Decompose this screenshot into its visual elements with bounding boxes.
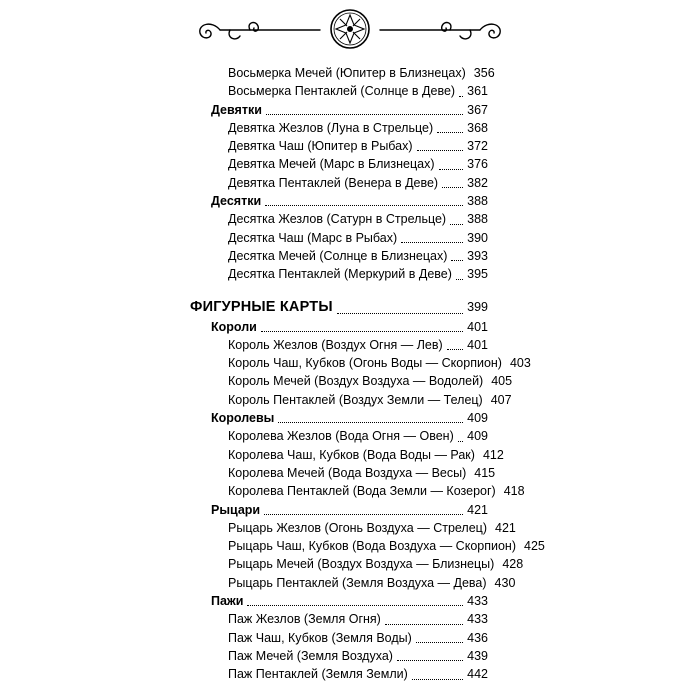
toc-entry[interactable]: [211, 537, 545, 555]
toc-entry-title: Король Пентаклей (Воздух Земли — Телец): [228, 392, 483, 407]
toc-entry[interactable]: [211, 247, 488, 265]
toc-entry-title: Девятка Мечей (Марс в Близнецах): [228, 157, 435, 172]
toc-leader: [447, 349, 463, 350]
toc-entry-page: 421: [467, 502, 488, 517]
ornament-medallion: [331, 10, 369, 48]
toc-entry[interactable]: [211, 610, 488, 628]
toc-leader: [458, 441, 463, 442]
toc-entry-page: 376: [467, 157, 488, 172]
toc-group-entry[interactable]: [211, 101, 488, 119]
toc-entry-title: Король Жезлов (Воздух Огня — Лев): [228, 337, 443, 352]
toc-leader: [459, 96, 463, 97]
toc-entry-title: Рыцарь Мечей (Воздух Воздуха — Близнецы): [228, 557, 495, 572]
toc-entry[interactable]: [211, 265, 488, 283]
toc-entry-title: Рыцарь Чаш, Кубков (Вода Воздуха — Скорпион): [228, 539, 516, 554]
toc-entry-title: Королева Жезлов (Вода Огня — Овен): [228, 429, 454, 444]
toc-entry-title: Короли: [211, 319, 257, 334]
toc-entry[interactable]: [211, 464, 496, 482]
toc-entry-page: 436: [467, 630, 488, 645]
toc-entry-title: Король Мечей (Воздух Воздуха — Водолей): [228, 374, 484, 389]
toc-entry[interactable]: [211, 137, 488, 155]
toc-entry-page: 421: [495, 520, 516, 535]
toc-entry-page: 368: [467, 120, 488, 135]
toc-entry[interactable]: [211, 210, 488, 228]
ornament-right-curl: [460, 30, 471, 39]
toc-entry[interactable]: [211, 155, 488, 173]
toc-entry[interactable]: [211, 555, 524, 573]
toc-entry-page: 403: [509, 356, 531, 371]
toc-entry-page: 418: [503, 484, 525, 499]
toc-entry-page: 428: [502, 557, 524, 572]
toc-entry-page: 401: [467, 319, 488, 334]
toc-entry-page: 388: [467, 194, 488, 209]
toc-entry[interactable]: [211, 354, 531, 372]
toc-leader: [278, 422, 463, 423]
toc-section[interactable]: [190, 296, 488, 318]
toc-entry-title: Паж Чаш, Кубков (Земля Воды): [228, 630, 412, 645]
toc-leader: [416, 642, 463, 643]
toc-entry-page: 361: [467, 84, 488, 99]
toc-entry-title: Паж Жезлов (Земля Огня): [228, 612, 381, 627]
toc-entry[interactable]: [211, 427, 488, 445]
toc-leader: [451, 260, 463, 261]
toc-entry-page: 393: [467, 248, 488, 263]
toc-entry-page: 433: [467, 612, 488, 627]
toc-entry-page: 430: [494, 575, 516, 590]
toc-entry-page: 401: [467, 337, 488, 352]
toc-entry[interactable]: [211, 82, 488, 100]
toc-leader: [397, 660, 463, 661]
toc-leader: [439, 169, 464, 170]
toc-group-entry[interactable]: [211, 592, 488, 610]
toc-entry-title: Восьмерка Пентаклей (Солнце в Деве): [228, 84, 456, 99]
toc-leader: [337, 313, 463, 314]
toc-entry-page: 412: [482, 447, 504, 462]
toc-leader: [450, 224, 463, 225]
toc-entry-title: Пажи: [211, 594, 244, 609]
toc-entry-page: 367: [467, 102, 488, 117]
toc-entry[interactable]: [211, 629, 488, 647]
toc-group-entry[interactable]: [211, 501, 488, 519]
toc-entry-page: 382: [467, 175, 488, 190]
toc-entry-page: 395: [467, 267, 488, 282]
toc-leader: [417, 150, 464, 151]
toc-section-title: ФИГУРНЫЕ КАРТЫ: [190, 298, 333, 315]
toc-leader: [261, 331, 463, 332]
toc-leader: [385, 624, 463, 625]
toc-entry-page: 407: [490, 392, 512, 407]
toc-leader: [264, 514, 463, 515]
toc-leader: [437, 132, 463, 133]
toc-entry[interactable]: [211, 519, 516, 537]
toc-leader: [247, 605, 463, 606]
toc-entry-title: Десятки: [211, 194, 262, 209]
toc-leader: [442, 187, 463, 188]
toc-entry-page: 388: [467, 212, 488, 227]
ornament-right-loop: [442, 23, 451, 32]
toc-entry-title: Девятки: [211, 102, 262, 117]
toc-leader: [265, 205, 463, 206]
toc-group-entry[interactable]: [211, 192, 488, 210]
toc-part-2: [211, 318, 545, 684]
header-ornament: [190, 6, 510, 50]
toc-entry-title: Паж Пентаклей (Земля Земли): [228, 667, 408, 682]
toc-entry[interactable]: [211, 647, 488, 665]
toc-entry-title: Девятка Жезлов (Луна в Стрельце): [228, 120, 434, 135]
toc-entry-title: Паж Мечей (Земля Воздуха): [228, 648, 393, 663]
toc-entry[interactable]: [211, 482, 525, 500]
toc-entry[interactable]: [211, 174, 488, 192]
toc-group-entry[interactable]: [211, 409, 488, 427]
toc-entry-title: Королева Пентаклей (Вода Земли — Козерог): [228, 484, 496, 499]
ornament-left-loop: [249, 23, 258, 32]
toc-entry-title: Королевы: [211, 411, 275, 426]
toc-entry-page: 415: [474, 465, 496, 480]
toc-entry-title: Восьмерка Мечей (Юпитер в Близнецах): [228, 66, 466, 80]
toc-entry-page: 439: [467, 648, 488, 663]
toc-entry-title: Девятка Чаш (Юпитер в Рыбах): [228, 139, 413, 154]
toc-entry-page: 442: [467, 667, 488, 682]
toc-entry[interactable]: [211, 574, 516, 592]
toc-leader: [266, 114, 463, 115]
toc-entry[interactable]: [211, 446, 504, 464]
table-of-contents: [190, 64, 545, 684]
toc-entry-title: Рыцари: [211, 502, 261, 517]
toc-entry-title: Девятка Пентаклей (Венера в Деве): [228, 175, 439, 190]
toc-group-entry[interactable]: [211, 318, 488, 336]
toc-entry-title: Десятка Жезлов (Сатурн в Стрельце): [228, 212, 447, 227]
toc-entry-title: Королева Мечей (Вода Воздуха — Весы): [228, 465, 467, 480]
toc-entry-page: 433: [467, 594, 488, 609]
toc-entry-page: 356: [473, 66, 495, 80]
ornament-left-scroll: [200, 24, 220, 38]
toc-entry-page: 409: [467, 429, 488, 444]
toc-entry[interactable]: [211, 391, 512, 409]
toc-entry[interactable]: [211, 64, 495, 82]
toc-section-page: 399: [467, 299, 488, 314]
toc-entry[interactable]: [211, 119, 488, 137]
toc-entry-page: 390: [467, 230, 488, 245]
toc-leader: [412, 679, 463, 680]
toc-entry-title: Король Чаш, Кубков (Огонь Воды — Скорпион): [228, 356, 502, 371]
toc-entry-page: 409: [467, 411, 488, 426]
toc-entry[interactable]: [211, 229, 488, 247]
ornament-right-scroll: [480, 24, 500, 38]
toc-entry-page: 425: [524, 539, 545, 554]
toc-entry[interactable]: [211, 665, 488, 683]
toc-entry-page: 372: [467, 139, 488, 154]
toc-entry-title: Королева Чаш, Кубков (Вода Воды — Рак): [228, 447, 475, 462]
toc-entry-page: 405: [491, 374, 513, 389]
toc-entry-title: Десятка Чаш (Марс в Рыбах): [228, 230, 398, 245]
toc-entry-title: Десятка Мечей (Солнце в Близнецах): [228, 248, 448, 263]
toc-entry-title: Рыцарь Жезлов (Огонь Воздуха — Стрелец): [228, 520, 488, 535]
toc-entry-title: Десятка Пентаклей (Меркурий в Деве): [228, 267, 452, 282]
ornament-left-curl: [229, 30, 240, 39]
toc-entry[interactable]: [211, 372, 513, 390]
toc-part-1: [211, 64, 495, 284]
toc-leader: [401, 242, 463, 243]
toc-leader: [456, 279, 463, 280]
toc-entry-title: Рыцарь Пентаклей (Земля Воздуха — Дева): [228, 575, 487, 590]
toc-entry[interactable]: [211, 336, 488, 354]
